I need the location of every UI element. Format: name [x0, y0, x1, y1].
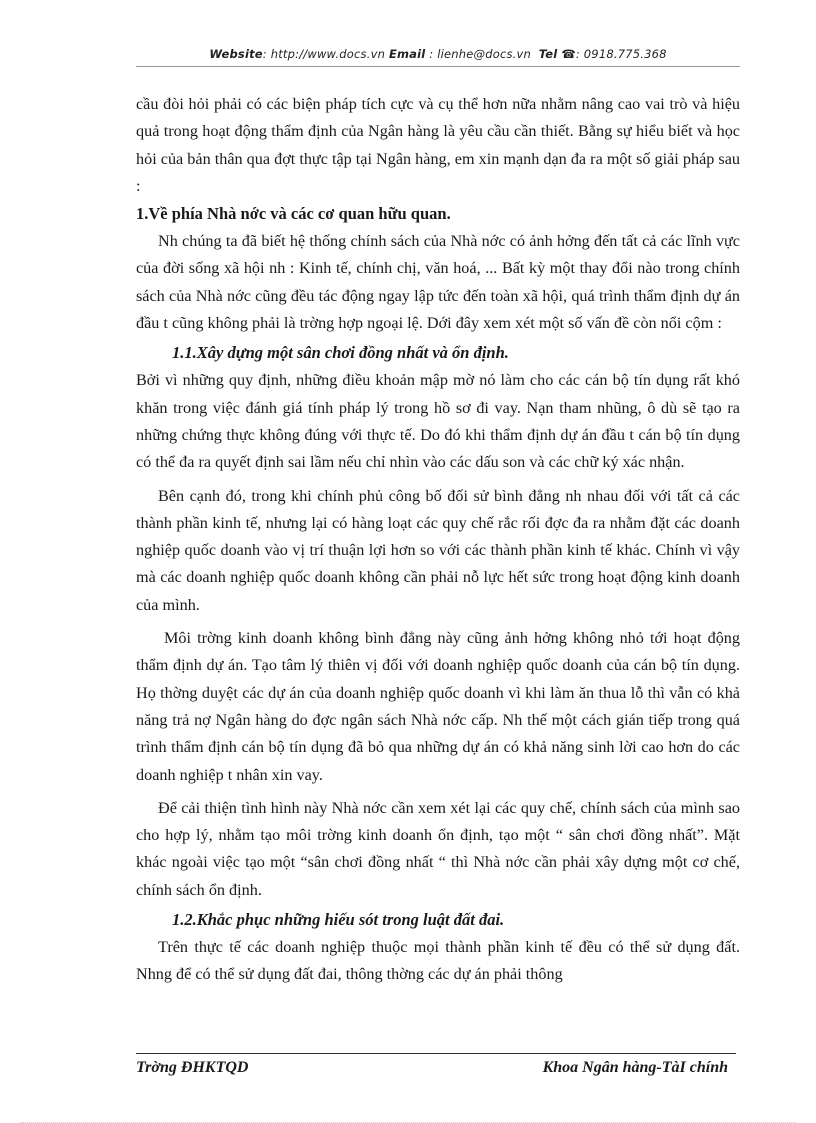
- footer-university: Trờng ĐHKTQD: [136, 1059, 249, 1076]
- heading-section-1-2: 1.2.Khắc phục những hiếu sót trong luật đất đai.: [172, 910, 505, 930]
- paragraph-land: Trên thực tế các doanh nghiệp thuộc mọi thành phần kinh tế đều có thể sử dụng đất. Nhng để có thể sử dụng đất đai, thông thờng các dự án phải thông: [136, 938, 740, 984]
- phone-icon: ☎: [561, 47, 576, 61]
- footer-faculty: Khoa Ngân hàng-TàI chính: [542, 1059, 728, 1076]
- heading-section-1: 1.Về phía Nhà nớc và các cơ quan hữu quan.: [136, 204, 451, 224]
- tel-label: Tel: [538, 47, 558, 61]
- paragraph-improvement: Để cải thiện tình hình này Nhà nớc cần xem xét lại các quy chế, chính sách của mình sao cho hợp lý, nhằm tạo môi trờng kinh doanh ổn định, tạo một “ sân chơi đồng nhất”. Mặt khác ngoài việc tạo một “sân chơi đồng nhất “ thì Nhà nớc cần phải xây dựng một cơ chế, chính sách ổn định.: [136, 798, 740, 899]
- document-body: [136, 91, 740, 989]
- email-label: Email: [388, 47, 426, 61]
- heading-section-1-1: 1.1.Xây dựng một sân chơi đồng nhất và ổn định.: [172, 343, 509, 363]
- tel-value: : 0918.775.368: [575, 47, 667, 61]
- paragraph-regulations: Bởi vì những quy định, những điều khoản mập mờ nó làm cho các cán bộ tín dụng rất khó khăn trong việc đánh giá tính pháp lý trong hồ sơ đi vay. Nạn tham nhũng, ô dù sẽ tạo ra những chứng thực không đúng với thực tế. Do đó khi thẩm định dự án đầu t cán bộ tín dụng có thể đa ra quyết định sai lầm nếu chỉ nhìn vào các dấu son và các chữ ký xác nhận.: [136, 371, 740, 472]
- footer-divider: [136, 1053, 736, 1054]
- website-label: Website: [209, 47, 263, 61]
- page-header: [136, 47, 740, 61]
- paragraph-intro: cầu đòi hỏi phải có các biện pháp tích cực và cụ thể hơn nữa nhằm nâng cao vai trò và hiệu quả trong hoạt động thẩm định của Ngân hàng là yêu cầu cần thiết. Bằng sự hiểu biết và học hỏi của bản thân qua đợt thực tập tại Ngân hàng, em xin mạnh dạn đa ra một số giải pháp sau :: [136, 95, 740, 195]
- paragraph-policy: Nh chúng ta đã biết hệ thống chính sách của Nhà nớc có ảnh hởng đến tất cả các lĩnh vực của đời sống xã hội nh : Kinh tế, chính chị, văn hoá, ... Bất kỳ một thay đổi nào trong chính sách của Nhà nớc cũng đều tác động ngay lập tức đến toàn xã hội, quá trình thẩm định dự án đầu t cũng không phải là trờng hợp ngoại lệ. Dới đây xem xét một số vấn đề còn nổi cộm :: [136, 232, 740, 333]
- header-divider: [136, 66, 740, 67]
- email-value[interactable]: : lienhe@docs.vn: [429, 47, 532, 61]
- paragraph-equality: Bên cạnh đó, trong khi chính phủ công bố đối sử bình đẳng nh nhau đối với tất cả các thành phần kinh tế, nhưng lại có hàng loạt các quy chế rắc rối đợc đa ra nhằm đặt các doanh nghiệp quốc doanh vào vị trí thuận lợi hơn so với các thành phần kinh tế khác. Chính vì vậy mà các doanh nghiệp quốc doanh không cần phải nỗ lực hết sức trong hoạt động kinh doanh của mình.: [136, 486, 740, 614]
- paragraph-environment: Môi trờng kinh doanh không bình đẳng này cũng ảnh hởng không nhỏ tới hoạt động thẩm định dự án. Tạo tâm lý thiên vị đối với doanh nghiệp quốc doanh của cán bộ tín dụng. Họ thờng duyệt các dự án của doanh nghiệp quốc doanh vì khi làm ăn thua lỗ thì vẫn có khả năng trả nợ Ngân hàng do đợc ngân sách Nhà nớc cấp. Nh thế một cách gián tiếp trong quá trình thẩm định cán bộ tín dụng đã bỏ qua những dự án có khả năng sinh lời cao hơn do các doanh nghiệp t nhân xin vay.: [136, 629, 740, 784]
- website-value[interactable]: : http://www.docs.vn: [262, 47, 386, 61]
